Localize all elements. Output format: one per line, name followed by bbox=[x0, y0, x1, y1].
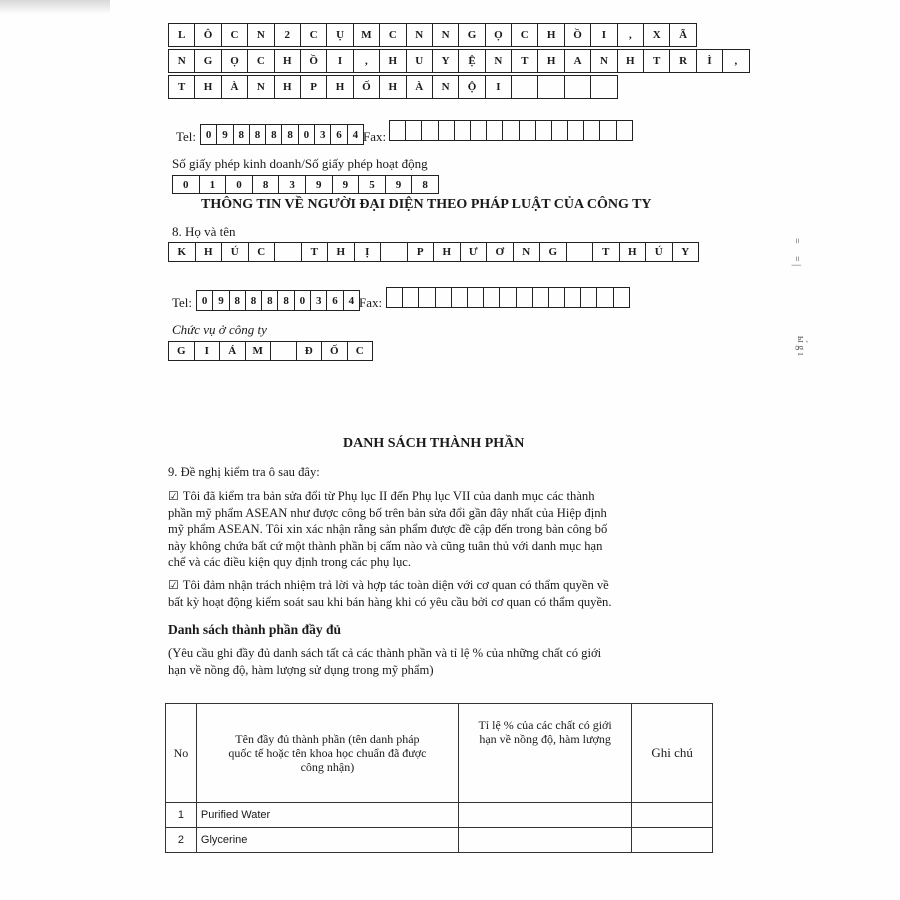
rep-name-grid bbox=[168, 242, 699, 262]
char-box: Ư bbox=[461, 243, 488, 261]
address-line-3-grid bbox=[168, 75, 618, 99]
row-ingredient-name: Glycerine bbox=[196, 828, 458, 853]
char-box: 8 bbox=[278, 291, 294, 310]
header-percentage bbox=[458, 704, 631, 803]
char-box: G bbox=[169, 342, 195, 360]
char-box: I bbox=[486, 76, 512, 98]
char-box bbox=[271, 342, 297, 360]
checked-box-icon[interactable]: ☑ bbox=[168, 489, 179, 503]
char-box: Ồ bbox=[565, 24, 591, 46]
header-no: No bbox=[166, 704, 197, 803]
company-fax-grid bbox=[389, 120, 633, 141]
char-box: 0 bbox=[197, 291, 213, 310]
rep-role-grid bbox=[168, 341, 373, 361]
table-header-row bbox=[166, 704, 713, 803]
char-box: 2 bbox=[275, 24, 301, 46]
empty-char-box bbox=[565, 76, 591, 98]
empty-char-box bbox=[439, 121, 455, 140]
char-box: H bbox=[380, 50, 406, 72]
company-tel-grid bbox=[200, 124, 364, 145]
margin-mark-1: = bbox=[791, 238, 802, 244]
company-fax-label: Fax: bbox=[363, 129, 387, 144]
char-box: 6 bbox=[331, 125, 347, 144]
char-box: 8 bbox=[234, 125, 250, 144]
ingredients-heading: DANH SÁCH THÀNH PHẦN bbox=[343, 436, 525, 451]
char-box: C bbox=[301, 24, 327, 46]
char-box: H bbox=[275, 50, 301, 72]
checked-box-icon[interactable]: ☑ bbox=[168, 578, 179, 592]
full-list-note-line-1: (Yêu cầu ghi đầy đủ danh sách tất cả các thành phần và tỉ lệ % của những chất có giới bbox=[168, 646, 602, 660]
full-list-heading: Danh sách thành phần đầy đủ bbox=[168, 622, 341, 637]
rep-tel-label: Tel: bbox=[172, 295, 193, 310]
empty-char-box bbox=[452, 288, 468, 307]
rep-role-label: Chức vụ ở công ty bbox=[172, 322, 267, 337]
char-box: 9 bbox=[333, 176, 360, 193]
char-box: X bbox=[644, 24, 670, 46]
char-box: Ị bbox=[355, 243, 382, 261]
char-box: N bbox=[433, 76, 459, 98]
char-box: H bbox=[196, 243, 223, 261]
char-box: G bbox=[459, 24, 485, 46]
char-box: H bbox=[620, 243, 647, 261]
ingredients-table bbox=[165, 703, 713, 853]
row-percentage bbox=[458, 828, 631, 853]
table-row bbox=[166, 803, 713, 828]
row-note bbox=[632, 828, 713, 853]
q9-label: 9. Đề nghị kiểm tra ô sau đây: bbox=[168, 465, 320, 479]
char-box: I bbox=[327, 50, 353, 72]
char-box: À bbox=[407, 76, 433, 98]
char-box: Ì bbox=[697, 50, 723, 72]
empty-char-box bbox=[538, 76, 564, 98]
char-box: H bbox=[380, 76, 406, 98]
char-box: 9 bbox=[213, 291, 229, 310]
char-box: N bbox=[248, 76, 274, 98]
empty-char-box bbox=[487, 121, 503, 140]
char-box: Ọ bbox=[486, 24, 512, 46]
empty-char-box bbox=[436, 288, 452, 307]
margin-mark-3: ы́ g ı bbox=[795, 336, 806, 356]
char-box: M bbox=[246, 342, 272, 360]
char-box: H bbox=[618, 50, 644, 72]
header-pct-line-2: hạn về nồng độ, hàm lượng bbox=[479, 732, 611, 746]
char-box: 0 bbox=[173, 176, 200, 193]
empty-char-box bbox=[614, 288, 630, 307]
empty-char-box bbox=[455, 121, 471, 140]
char-box: N bbox=[248, 24, 274, 46]
empty-char-box bbox=[471, 121, 487, 140]
header-name-line-3: công nhận) bbox=[300, 760, 355, 774]
scan-shadow bbox=[0, 0, 110, 14]
empty-char-box bbox=[517, 288, 533, 307]
char-box: G bbox=[540, 243, 567, 261]
empty-char-box bbox=[390, 121, 406, 140]
char-box: Đ bbox=[297, 342, 323, 360]
statement-2-line-2: bất kỳ hoạt động kiểm soát sau khi bán hàng khi có yêu cầu bởi cơ quan có thẩm quyền. bbox=[168, 594, 612, 609]
char-box: M bbox=[354, 24, 380, 46]
char-box: H bbox=[328, 243, 355, 261]
empty-char-box bbox=[419, 288, 435, 307]
row-ingredient-name: Purified Water bbox=[196, 803, 458, 828]
char-box: N bbox=[591, 50, 617, 72]
char-box: H bbox=[275, 76, 301, 98]
char-box: 3 bbox=[279, 176, 306, 193]
char-box: N bbox=[433, 24, 459, 46]
char-box: 8 bbox=[253, 176, 280, 193]
company-tel-label: Tel: bbox=[176, 129, 197, 144]
char-box: N bbox=[514, 243, 541, 261]
empty-char-box bbox=[617, 121, 633, 140]
empty-char-box bbox=[520, 121, 536, 140]
char-box: Ố bbox=[322, 342, 348, 360]
char-box: , bbox=[354, 50, 380, 72]
char-box: H bbox=[327, 76, 353, 98]
char-box bbox=[381, 243, 408, 261]
empty-char-box bbox=[403, 288, 419, 307]
char-box: Y bbox=[433, 50, 459, 72]
checkbox-statement-2 bbox=[168, 577, 612, 610]
char-box: 3 bbox=[315, 125, 331, 144]
char-box: À bbox=[222, 76, 248, 98]
empty-char-box bbox=[500, 288, 516, 307]
char-box: Ơ bbox=[487, 243, 514, 261]
row-no: 2 bbox=[166, 828, 197, 853]
empty-char-box bbox=[503, 121, 519, 140]
empty-char-box bbox=[536, 121, 552, 140]
char-box: C bbox=[348, 342, 374, 360]
statement-1-line-1: Tôi đã kiểm tra bản sửa đổi từ Phụ lục II đến Phụ lục VII của danh mục các thành bbox=[182, 489, 595, 503]
char-box: 8 bbox=[262, 291, 278, 310]
char-box: 8 bbox=[230, 291, 246, 310]
representative-heading: THÔNG TIN VỀ NGƯỜI ĐẠI DIỆN THEO PHÁP LUẬT CỦA CÔNG TY bbox=[201, 197, 652, 212]
char-box: 0 bbox=[295, 291, 311, 310]
rep-tel-grid bbox=[196, 290, 360, 311]
empty-char-box bbox=[468, 288, 484, 307]
char-box: Ú bbox=[646, 243, 673, 261]
empty-char-box bbox=[552, 121, 568, 140]
address-line-2-grid bbox=[168, 49, 750, 73]
statement-2-line-1: Tôi đảm nhận trách nhiệm trả lời và hợp tác toàn diện với cơ quan có thẩm quyền về bbox=[182, 578, 609, 592]
margin-mark-2: = | bbox=[791, 256, 802, 267]
char-box: G bbox=[195, 50, 221, 72]
char-box: 9 bbox=[217, 125, 233, 144]
char-box: Ã bbox=[670, 24, 696, 46]
empty-char-box bbox=[600, 121, 616, 140]
license-grid bbox=[172, 175, 439, 194]
char-box: 8 bbox=[246, 291, 262, 310]
empty-char-box bbox=[512, 76, 538, 98]
char-box: H bbox=[434, 243, 461, 261]
license-label: Số giấy phép kinh doanh/Số giấy phép hoạt động bbox=[172, 156, 428, 171]
statement-1-line-5: chế và các điều kiện quy định trong các phụ lục. bbox=[168, 555, 412, 569]
char-box: N bbox=[486, 50, 512, 72]
full-list-note-line-2: hạn về nồng độ, hàm lượng sử dụng trong mỹ phẩm) bbox=[168, 662, 434, 677]
header-name-line-1: Tên đầy đủ thành phần (tên danh pháp bbox=[235, 732, 420, 746]
char-box: T bbox=[169, 76, 195, 98]
full-list-note bbox=[168, 645, 601, 678]
statement-1-line-4: này không chứa bất cứ một thành phần bị cấm nào và cũng tuân thủ với danh mục hạn bbox=[168, 538, 603, 553]
char-box bbox=[275, 243, 302, 261]
char-box: N bbox=[169, 50, 195, 72]
char-box: 8 bbox=[282, 125, 298, 144]
char-box: 4 bbox=[348, 125, 364, 144]
row-no: 1 bbox=[166, 803, 197, 828]
char-box: Ụ bbox=[327, 24, 353, 46]
char-box: Y bbox=[673, 243, 700, 261]
char-box: P bbox=[408, 243, 435, 261]
char-box: Ệ bbox=[459, 50, 485, 72]
empty-char-box bbox=[584, 121, 600, 140]
char-box: Ú bbox=[222, 243, 249, 261]
char-box: C bbox=[512, 24, 538, 46]
char-box: N bbox=[407, 24, 433, 46]
char-box: 3 bbox=[311, 291, 327, 310]
char-box: C bbox=[248, 50, 274, 72]
header-pct-line-1: Tỉ lệ % của các chất có giới bbox=[478, 718, 612, 732]
char-box: H bbox=[538, 50, 564, 72]
char-box: 8 bbox=[250, 125, 266, 144]
header-note: Ghi chú bbox=[632, 704, 713, 803]
checkbox-statement-1 bbox=[168, 488, 607, 571]
char-box: I bbox=[591, 24, 617, 46]
char-box: C bbox=[222, 24, 248, 46]
rep-name-label: 8. Họ và tên bbox=[172, 224, 236, 239]
empty-char-box bbox=[549, 288, 565, 307]
char-box: Ọ bbox=[222, 50, 248, 72]
empty-char-box bbox=[591, 76, 617, 98]
rep-fax-grid bbox=[386, 287, 630, 308]
char-box: T bbox=[593, 243, 620, 261]
char-box: U bbox=[407, 50, 433, 72]
char-box: Ồ bbox=[301, 50, 327, 72]
char-box: , bbox=[723, 50, 749, 72]
char-box: T bbox=[644, 50, 670, 72]
char-box: 6 bbox=[327, 291, 343, 310]
char-box: T bbox=[512, 50, 538, 72]
char-box: T bbox=[302, 243, 329, 261]
empty-char-box bbox=[484, 288, 500, 307]
char-box: 0 bbox=[226, 176, 253, 193]
empty-char-box bbox=[568, 121, 584, 140]
rep-fax-label: Fax: bbox=[359, 295, 383, 310]
address-line-1-grid bbox=[168, 23, 697, 47]
char-box: H bbox=[195, 76, 221, 98]
char-box: C bbox=[380, 24, 406, 46]
empty-char-box bbox=[597, 288, 613, 307]
empty-char-box bbox=[406, 121, 422, 140]
empty-char-box bbox=[565, 288, 581, 307]
char-box: C bbox=[249, 243, 276, 261]
char-box bbox=[567, 243, 594, 261]
char-box: 1 bbox=[200, 176, 227, 193]
char-box: I bbox=[195, 342, 221, 360]
char-box: L bbox=[169, 24, 195, 46]
header-name-line-2: quốc tế hoặc tên khoa học chuẩn đã được bbox=[228, 746, 427, 760]
empty-char-box bbox=[533, 288, 549, 307]
char-box: A bbox=[565, 50, 591, 72]
char-box: Ộ bbox=[459, 76, 485, 98]
char-box: Ố bbox=[354, 76, 380, 98]
row-note bbox=[632, 803, 713, 828]
statement-1-line-3: mỹ phẩm ASEAN. Tôi xin xác nhận rằng sản phẩm được đề cập đến trong bản công bố bbox=[168, 522, 608, 536]
char-box: Ô bbox=[195, 24, 221, 46]
char-box: 5 bbox=[359, 176, 386, 193]
empty-char-box bbox=[422, 121, 438, 140]
char-box: 0 bbox=[201, 125, 217, 144]
empty-char-box bbox=[387, 288, 403, 307]
char-box: P bbox=[301, 76, 327, 98]
header-name bbox=[196, 704, 458, 803]
empty-char-box bbox=[581, 288, 597, 307]
char-box: , bbox=[618, 24, 644, 46]
char-box: 0 bbox=[299, 125, 315, 144]
char-box: K bbox=[169, 243, 196, 261]
char-box: 9 bbox=[386, 176, 413, 193]
char-box: 4 bbox=[344, 291, 360, 310]
char-box: 8 bbox=[412, 176, 439, 193]
statement-1-line-2: phần mỹ phẩm ASEAN như được công bố trên bản sửa đổi gần đây nhất của Hiệp định bbox=[168, 505, 607, 520]
char-box: R bbox=[670, 50, 696, 72]
char-box: 8 bbox=[266, 125, 282, 144]
char-box: 9 bbox=[306, 176, 333, 193]
row-percentage bbox=[458, 803, 631, 828]
char-box: Á bbox=[220, 342, 246, 360]
table-row bbox=[166, 828, 713, 853]
char-box: H bbox=[538, 24, 564, 46]
